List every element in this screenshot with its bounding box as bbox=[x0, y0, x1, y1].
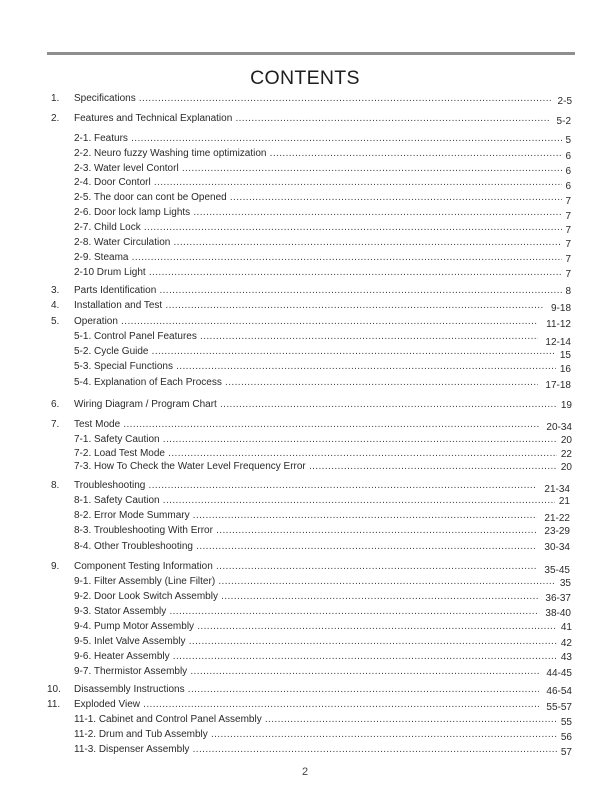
toc-entry-number: 3. bbox=[51, 285, 60, 296]
toc-entry-page: 35 bbox=[559, 578, 571, 589]
toc-entry[interactable] bbox=[0, 460, 610, 473]
toc-entry[interactable] bbox=[0, 315, 610, 328]
toc-entry-page: 2-5 bbox=[557, 96, 572, 107]
toc-entry-page: 23-29 bbox=[544, 526, 570, 537]
toc-entry[interactable] bbox=[0, 206, 610, 222]
toc-entry-label: Exploded View ..... bbox=[74, 698, 539, 711]
toc-entry-number: 7. bbox=[51, 419, 60, 430]
toc-entry[interactable] bbox=[0, 398, 610, 411]
toc-entry-label: Operation ..... bbox=[74, 315, 538, 328]
toc-entry-label: 9-3. Stator Assembly ..... bbox=[74, 605, 538, 618]
toc-entry-page: 5 bbox=[565, 135, 571, 146]
toc-entry[interactable] bbox=[0, 236, 610, 249]
toc-entry[interactable] bbox=[0, 266, 610, 279]
toc-entry[interactable] bbox=[0, 605, 610, 618]
toc-entry-page: 12-14 bbox=[545, 337, 571, 348]
toc-entry-label: 9-2. Door Look Switch Assembly ..... bbox=[74, 590, 538, 603]
toc-entry[interactable] bbox=[0, 447, 610, 460]
toc-entry[interactable] bbox=[0, 575, 610, 588]
toc-entry[interactable] bbox=[0, 132, 610, 145]
toc-entry-number: 8. bbox=[51, 480, 60, 491]
toc-entry[interactable] bbox=[0, 221, 610, 234]
toc-entry-label: 2-9. Steama ..... bbox=[74, 251, 562, 264]
toc-entry-page: 7 bbox=[565, 254, 571, 265]
toc-entry[interactable] bbox=[0, 345, 610, 361]
toc-entry[interactable] bbox=[0, 728, 610, 741]
toc-entry-page: 46-54 bbox=[546, 686, 572, 697]
toc-entry-label: 9-7. Thermistor Assembly ..... bbox=[74, 665, 539, 678]
toc-entry-page: 11-12 bbox=[546, 319, 571, 330]
toc-entry-label: Specifications ..... bbox=[74, 92, 551, 105]
toc-entry[interactable] bbox=[0, 251, 610, 264]
toc-entry[interactable] bbox=[0, 743, 610, 756]
toc-entry[interactable] bbox=[0, 191, 610, 207]
toc-entry-number: 1. bbox=[51, 93, 60, 104]
toc-entry[interactable] bbox=[0, 92, 610, 105]
toc-entry-label: 8-1. Safety Caution ..... bbox=[74, 494, 555, 507]
toc-entry-page: 20 bbox=[560, 462, 572, 473]
toc-entry-number: 4. bbox=[51, 300, 60, 311]
top-rule bbox=[47, 52, 575, 55]
toc-entry-label: 2-1. Featurs ..... bbox=[74, 132, 562, 145]
toc-entry-page: 19 bbox=[560, 400, 572, 411]
toc-entry-label: Installation and Test ..... bbox=[74, 299, 544, 312]
toc-entry-label: 2-5. The door can cont be Opened ..... bbox=[74, 191, 562, 204]
toc-entry-label: 8-3. Troubleshooting With Error ..... bbox=[74, 524, 537, 537]
toc-entry-label: 2-6. Door lock lamp Lights ..... bbox=[74, 206, 562, 219]
toc-entry[interactable] bbox=[0, 524, 610, 537]
toc-entry[interactable] bbox=[0, 698, 610, 711]
toc-entry-label: 9-1. Filter Assembly (Line Filter) ..... bbox=[74, 575, 556, 588]
toc-entry[interactable] bbox=[0, 683, 610, 696]
toc-entry[interactable] bbox=[0, 479, 610, 495]
toc-entry[interactable] bbox=[0, 376, 610, 389]
toc-entry-page: 55 bbox=[560, 717, 572, 728]
toc-entry-page: 55-57 bbox=[546, 702, 572, 713]
toc-entry-label: 5-3. Special Functions ..... bbox=[74, 360, 556, 373]
toc-entry-page: 42 bbox=[560, 638, 572, 649]
toc-entry[interactable] bbox=[0, 284, 610, 297]
toc-entry-page: 15 bbox=[559, 350, 571, 361]
toc-entry-label: 2-4. Door Contorl ..... bbox=[74, 176, 562, 189]
toc-entry-page: 17-18 bbox=[545, 380, 571, 391]
toc-entry-page: 6 bbox=[565, 181, 571, 192]
toc-entry[interactable] bbox=[0, 665, 610, 678]
toc-entry-page: 6 bbox=[565, 166, 571, 177]
page-number: 2 bbox=[301, 766, 309, 778]
toc-entry-page: 36-37 bbox=[545, 593, 571, 604]
toc-entry-label: 2-7. Child Lock ..... bbox=[74, 221, 562, 234]
toc-entry-label: Troubleshooting ..... bbox=[74, 479, 537, 492]
toc-entry-label: 7-2. Load Test Mode ..... bbox=[74, 447, 557, 460]
toc-entry[interactable] bbox=[0, 299, 610, 312]
toc-entry-label: 7-1. Safety Caution ..... bbox=[74, 433, 557, 446]
toc-entry-page: 57 bbox=[560, 747, 572, 758]
toc-entry-page: 21-34 bbox=[544, 484, 570, 495]
toc-entry[interactable] bbox=[0, 650, 610, 663]
toc-entry[interactable] bbox=[0, 112, 610, 125]
toc-entry-number: 9. bbox=[51, 561, 60, 572]
toc-entry-page: 7 bbox=[565, 225, 571, 236]
toc-entry-label: Component Testing Information ..... bbox=[74, 560, 537, 573]
toc-entry-page: 5-2 bbox=[556, 116, 571, 127]
toc-entry-label: 5-4. Explanation of Each Process ..... bbox=[74, 376, 538, 389]
toc-entry-label: 11-1. Cabinet and Control Panel Assembly ..... bbox=[74, 713, 557, 726]
toc-entry-page: 44-45 bbox=[546, 668, 572, 679]
toc-entry-label: 2-10 Drum Light ..... bbox=[74, 266, 562, 279]
toc-entry[interactable] bbox=[0, 418, 610, 431]
toc-entry-label: 5-1. Control Panel Features ..... bbox=[74, 330, 538, 343]
toc-entry-label: Parts Identification ..... bbox=[74, 284, 562, 297]
toc-entry[interactable] bbox=[0, 509, 610, 522]
toc-entry-number: 6. bbox=[51, 399, 60, 410]
toc-entry-label: Wiring Diagram / Program Chart ..... bbox=[74, 398, 557, 411]
toc-entry-page: 21-22 bbox=[544, 513, 570, 524]
toc-entry-number: 2. bbox=[51, 113, 60, 124]
toc-entry[interactable] bbox=[0, 176, 610, 192]
toc-entry-label: 8-2. Error Mode Summary ..... bbox=[74, 509, 537, 522]
toc-entry[interactable] bbox=[0, 162, 610, 175]
toc-entry-page: 56 bbox=[560, 732, 572, 743]
toc-entry-label: 9-4. Pump Motor Assembly ..... bbox=[74, 620, 557, 633]
toc-entry-label: 11-2. Drum and Tub Assembly ..... bbox=[74, 728, 557, 741]
toc-entry-page: 35-45 bbox=[544, 565, 570, 576]
toc-entry-page: 6 bbox=[565, 151, 571, 162]
toc-entry-page: 7 bbox=[565, 239, 571, 250]
toc-entry-page: 30-34 bbox=[544, 542, 570, 553]
toc-entry-label: Disassembly Instructions ..... bbox=[74, 683, 539, 696]
toc-entry-label: 2-3. Water level Contorl ..... bbox=[74, 162, 562, 175]
toc-entry[interactable] bbox=[0, 494, 610, 507]
toc-entry-page: 20-34 bbox=[546, 422, 572, 433]
toc-entry[interactable] bbox=[0, 635, 610, 648]
toc-entry[interactable] bbox=[0, 620, 610, 633]
toc-entry-label: 11-3. Dispenser Assembly ..... bbox=[74, 743, 557, 756]
toc-entry[interactable] bbox=[0, 590, 610, 603]
toc-entry-label: Test Mode ..... bbox=[74, 418, 539, 431]
toc-entry-label: 8-4. Other Troubleshooting ..... bbox=[74, 540, 537, 553]
toc-entry[interactable] bbox=[0, 147, 610, 160]
toc-entry-label: 5-2. Cycle Guide ..... bbox=[74, 345, 556, 358]
toc-entry-label: 7-3. How To Check the Water Level Frequency Error ..... bbox=[74, 460, 557, 473]
toc-entry-page: 43 bbox=[560, 652, 572, 663]
toc-entry-page: 21 bbox=[558, 496, 570, 507]
toc-entry-label: Features and Technical Explanation ..... bbox=[74, 112, 550, 125]
toc-entry-page: 8 bbox=[565, 286, 571, 297]
toc-entry[interactable] bbox=[0, 330, 610, 348]
toc-entry-label: 9-6. Heater Assembly ..... bbox=[74, 650, 557, 663]
toc-entry-page: 16 bbox=[559, 364, 571, 375]
toc-entry-page: 41 bbox=[560, 622, 572, 633]
toc-entry[interactable] bbox=[0, 560, 610, 576]
toc-entry[interactable] bbox=[0, 540, 610, 553]
toc-entry[interactable] bbox=[0, 360, 610, 373]
toc-entry-page: 7 bbox=[565, 269, 571, 280]
toc-entry-number: 10. bbox=[47, 684, 61, 695]
toc-entry-label: 9-5. Inlet Valve Assembly ..... bbox=[74, 635, 557, 648]
toc-entry-page: 38-40 bbox=[545, 608, 571, 619]
toc-entry-label: 2-8. Water Circulation ..... bbox=[74, 236, 562, 249]
toc-entry[interactable] bbox=[0, 713, 610, 726]
toc-entry-label: 2-2. Neuro fuzzy Washing time optimization ..... bbox=[74, 147, 562, 160]
toc-entry-page: 7 bbox=[565, 196, 571, 207]
toc-entry-number: 5. bbox=[51, 316, 60, 327]
toc-entry-number: 11. bbox=[47, 699, 61, 710]
toc-entry-page: 9-18 bbox=[550, 303, 571, 314]
toc-entry-page: 20 bbox=[560, 435, 572, 446]
toc-entry-page: 22 bbox=[560, 449, 572, 460]
page-title: CONTENTS bbox=[250, 67, 360, 89]
toc-entry[interactable] bbox=[0, 433, 610, 446]
toc-entry-page: 7 bbox=[565, 211, 571, 222]
